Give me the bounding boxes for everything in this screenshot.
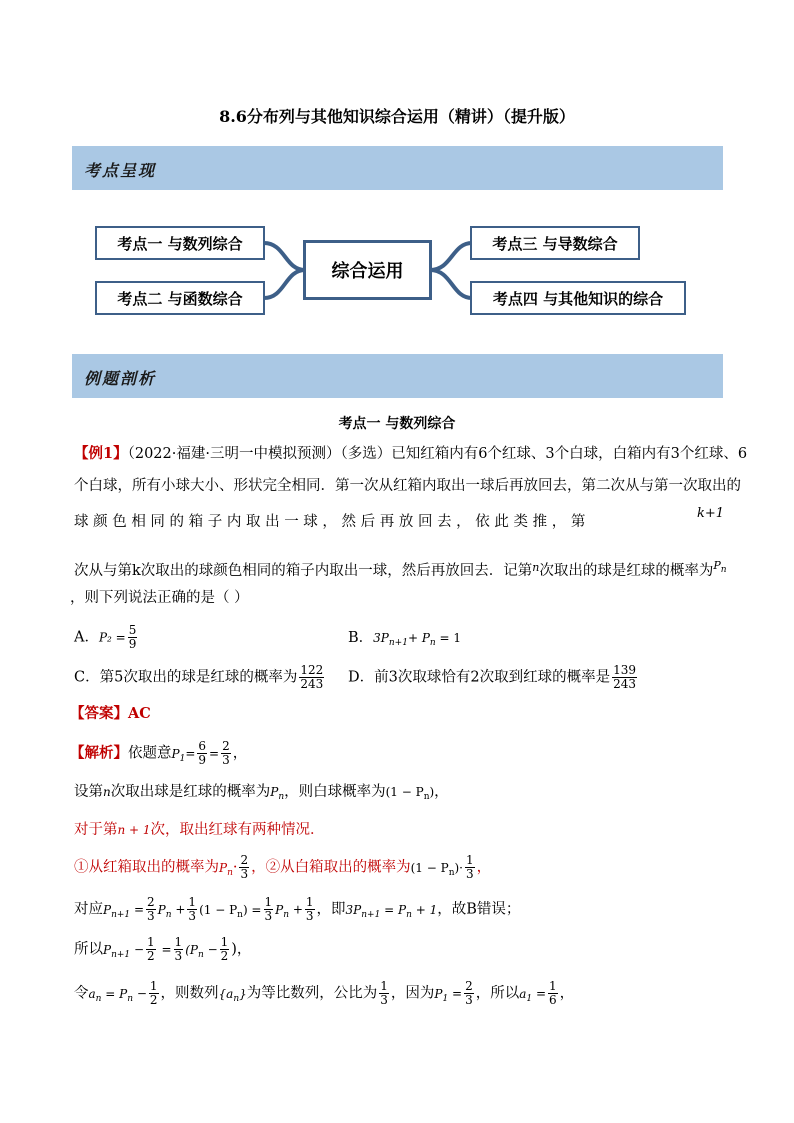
section-bar-label: 例题剖析 [84,369,157,388]
example-tag: 【例1】 [74,445,128,462]
answer-tag: 【答案】 [70,705,128,722]
mind-node-topic-2: 考点二 与函数综合 [95,281,265,315]
section-heading: 考点一 与数列综合 [338,416,456,432]
option-a: A．P₂ = $\frac{5}{9}$ [74,623,137,651]
answer-value: AC [128,705,151,722]
answer-line [70,704,151,724]
section-bar-examples [72,354,723,398]
example-line-2: 个白球，所有小球大小、形状完全相同．第一次从红箱内取出一球后再放回去，第二次从与第一次取出的 [74,478,741,494]
mind-node-center: 综合运用 [303,240,432,300]
section-bar-overview [72,146,723,190]
analysis-line-1: 【解析】依题意$P_1=$ $\frac{6}{9}$ = $\frac{2}{3}$ ， [70,739,248,767]
mind-map [0,210,794,325]
analysis-line-6: 所以$P_{n+1}$ − $\frac{1}{2}$ = $\frac{1}{3}$ ($P_n$ − $\frac{1}{2}$ )， [74,935,252,963]
analysis-line-7: 令$a_n = P_n$ − $\frac{1}{2}$ ，则数列$\{a_n\}$为等比数列，公比为 $\frac{1}{3}$ ，因为$P_1$ = $\frac{2}{3}$ ，所以$a_1$ = $\frac{1}{6}$ ， [74,979,575,1007]
analysis-tag: 【解析】 [70,744,128,762]
section-bar-label: 考点呈现 [84,161,157,180]
mind-node-topic-3: 考点三 与导数综合 [470,226,640,260]
example-line-3: 球 颜 色 相 同 的 箱 子 内 取 出 一 球 ， 然 后 再 放 回 去 ， 依 此 类 推 ， 第 k+1 [74,506,725,530]
page-title: 8.6分布列与其他知识综合运用（精讲）（提升版） [219,107,575,126]
mind-node-topic-1: 考点一 与数列综合 [95,226,265,260]
option-d: D．前3次取球恰有2次取到红球的概率是 $\frac{139}{243}$ [348,663,636,691]
analysis-line-4: ①从红箱取出的概率为$P_n\cdot$ $\frac{2}{3}$ ，②从白箱取出的概率为$(1 - P_n)\cdot$ $\frac{1}{3}$ ， [74,853,492,881]
analysis-line-5: 对应$P_{n+1}$ = $\frac{2}{3}$ $P_n$ + $\frac{1}{3}$ $(1 - P_n)$ = $\frac{1}{3}$ $P_n$ + $\frac{1}{3}$ ，即$3P_{n+1} = P_n + 1$，故B错误； [74,895,521,923]
example-line-5: ，则下列说法正确的是（ ） [70,590,249,606]
mind-node-topic-4: 考点四 与其他知识的综合 [470,281,686,315]
analysis-line-2: 设第n次取出球是红球的概率为$P_n$，则白球概率为$(1 - P_n)$， [74,784,449,802]
analysis-line-3: 对于第n + 1次，取出红球有两种情况． [74,822,325,838]
option-b: B．$3P_{n+1}+ P_n = 1$ [348,630,462,648]
example-line-4: 次从与第k次取出的球颜色相同的箱子内取出一球，然后再放回去．记第$^n$次取出的球是红球的概率为$^{P_n}$ [74,559,727,579]
option-c: C．第5次取出的球是红球的概率为 $\frac{122}{243}$ [74,663,324,691]
example-line-1: 【例1】（2022·福建·三明一中模拟预测）（多选）已知红箱内有6个红球、3个白球，白箱内有3个红球、6 [74,445,748,462]
